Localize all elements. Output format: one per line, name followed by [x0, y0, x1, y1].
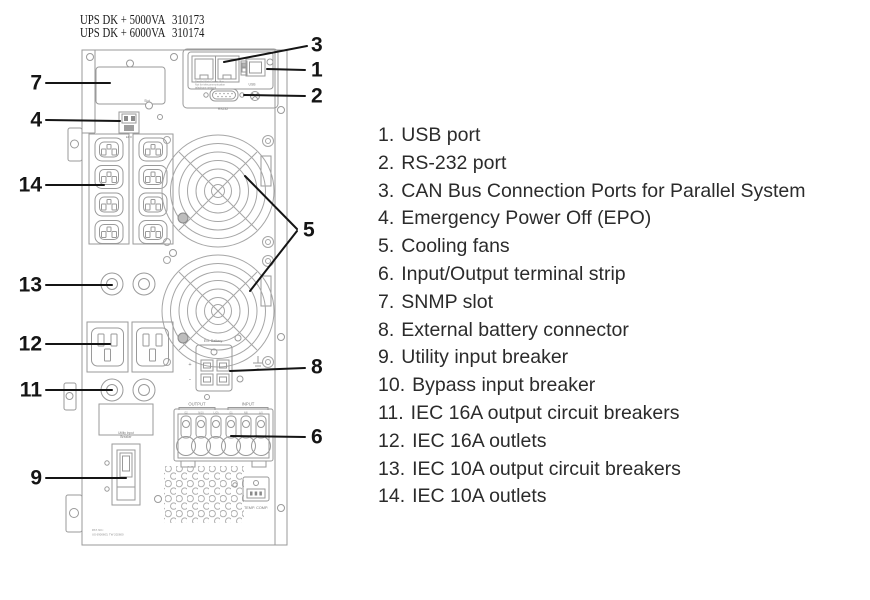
- battery-minus-label: -: [188, 376, 192, 383]
- rs232-port: [204, 89, 244, 101]
- utility-breaker-label-line1: Utility Input: [118, 431, 134, 435]
- legend-item-number: 8.: [378, 318, 395, 341]
- callout-7: 7: [30, 71, 42, 95]
- terminal-label: L(O): [213, 411, 219, 415]
- callout-8: 8: [311, 355, 323, 379]
- comm-panel: [183, 49, 278, 108]
- callout-1: 1: [311, 58, 323, 82]
- callout-4: 4: [30, 108, 42, 132]
- legend-item-2: [378, 150, 806, 178]
- legend-item-10: [378, 372, 806, 400]
- legend-item-number: 14.: [378, 485, 406, 508]
- legend-item-label: Input/Output terminal strip: [401, 262, 626, 285]
- callout-2: 2: [311, 84, 323, 108]
- legend-item-label: SNMP slot: [401, 290, 494, 313]
- cooling-fan-bottom: [162, 255, 274, 368]
- callout-13: 13: [18, 273, 42, 297]
- legend-item-number: 9.: [378, 346, 395, 369]
- iec-10a-outlets: [89, 134, 173, 244]
- vent-grille: [164, 466, 244, 523]
- ups-rear-panel-diagram: [0, 0, 360, 600]
- ground-symbol-icon: [253, 356, 263, 369]
- utility-breaker-label-line2: Breaker: [120, 435, 132, 439]
- epo-label: EPO: [126, 135, 132, 139]
- legend-item-number: 10.: [378, 374, 406, 397]
- callout-6: 6: [311, 425, 323, 449]
- legend-item-12: [378, 428, 806, 456]
- patent-line1: PAT. NO.:: [92, 528, 105, 532]
- callout-3: 3: [311, 33, 323, 57]
- callout-9: 9: [30, 466, 42, 490]
- model-part-number: 310173: [172, 12, 205, 27]
- legend-item-11: [378, 400, 806, 428]
- slot-label: Slot: [144, 99, 150, 103]
- model-name: UPS DK + 6000VA: [80, 24, 166, 40]
- ext-battery-connector: [196, 345, 232, 391]
- terminal-label: N(O): [198, 411, 204, 415]
- legend-item-number: 5.: [378, 235, 395, 258]
- can-note-line3: telephone network: [195, 86, 217, 90]
- usb-port: [246, 59, 265, 76]
- terminal-label: G2: [184, 411, 188, 415]
- legend-item-label: USB port: [401, 124, 481, 146]
- legend-item-14: [378, 483, 806, 511]
- legend-item-label: IEC 16A outlets: [412, 429, 547, 452]
- usb-label: USB: [248, 82, 256, 87]
- battery-plus-label: +: [188, 362, 192, 368]
- legend-item-8: [378, 317, 806, 345]
- epo-connector: [119, 112, 163, 133]
- legend-item-label: Emergency Power Off (EPO): [401, 207, 652, 230]
- legend-item-label: Cooling fans: [401, 235, 510, 258]
- legend-item-4: [378, 205, 806, 233]
- legend: [378, 122, 806, 511]
- utility-input-breaker: [105, 444, 140, 505]
- snmp-slot: [96, 60, 165, 109]
- model-part-number: 310174: [172, 24, 205, 40]
- terminal-label: G1: [229, 411, 233, 415]
- screw-hole: [267, 59, 273, 65]
- legend-item-label: Utility input breaker: [401, 346, 569, 369]
- legend-item-13: [378, 456, 806, 484]
- can-note-line1: Parallel Web Comm. Bus: [195, 80, 224, 84]
- legend-item-6: [378, 261, 806, 289]
- callout-14: 14: [18, 173, 42, 197]
- can-note-line2: Not for telecommunication: [195, 83, 226, 87]
- terminal-label: N(I): [243, 411, 249, 415]
- legend-item-label: IEC 10A output circuit breakers: [412, 457, 681, 480]
- legend-item-label: External battery connector: [401, 318, 629, 341]
- terminal-label: L(I): [259, 411, 263, 415]
- iec-16a-outlets: [87, 322, 173, 372]
- legend-item-1: [378, 122, 806, 150]
- ext-battery-label: Ext. Battery: [203, 339, 223, 343]
- legend-item-number: 1.: [378, 124, 395, 146]
- legend-item-label: Bypass input breaker: [412, 374, 596, 397]
- legend-item-label: CAN Bus Connection Ports for Parallel System: [401, 179, 806, 202]
- legend-item-number: 2.: [378, 151, 395, 174]
- legend-item-number: 13.: [378, 457, 406, 480]
- legend-item-label: IEC 10A outlets: [412, 485, 547, 508]
- cooling-fan-top: [162, 135, 274, 248]
- callout-5: 5: [303, 218, 315, 242]
- legend-item-label: RS-232 port: [401, 151, 507, 174]
- input-label: INPUT: [241, 401, 255, 407]
- legend-item-number: 6.: [378, 262, 395, 285]
- output-label: OUTPUT: [188, 401, 206, 407]
- temp-comp-label: TEMP. COMP.: [243, 506, 269, 510]
- patent-line2: US 6900603, TW 202600: [92, 532, 124, 537]
- legend-item-3: [378, 178, 806, 206]
- legend-item-number: 4.: [378, 207, 395, 230]
- callout-12: 12: [18, 332, 42, 356]
- legend-item-9: [378, 344, 806, 372]
- legend-item-5: [378, 233, 806, 261]
- legend-item-label: IEC 16A output circuit breakers: [410, 401, 680, 424]
- legend-item-number: 3.: [378, 179, 395, 202]
- legend-item-number: 7.: [378, 290, 395, 313]
- legend-item-number: 11.: [378, 401, 404, 424]
- callout-lines: [46, 46, 307, 478]
- legend-item-7: [378, 289, 806, 317]
- rs232-label: RS232: [217, 107, 229, 111]
- callout-numbers: [19, 34, 323, 490]
- callout-11: 11: [19, 378, 42, 402]
- legend-item-number: 12.: [378, 429, 406, 452]
- model-name: UPS DK + 5000VA: [80, 12, 166, 27]
